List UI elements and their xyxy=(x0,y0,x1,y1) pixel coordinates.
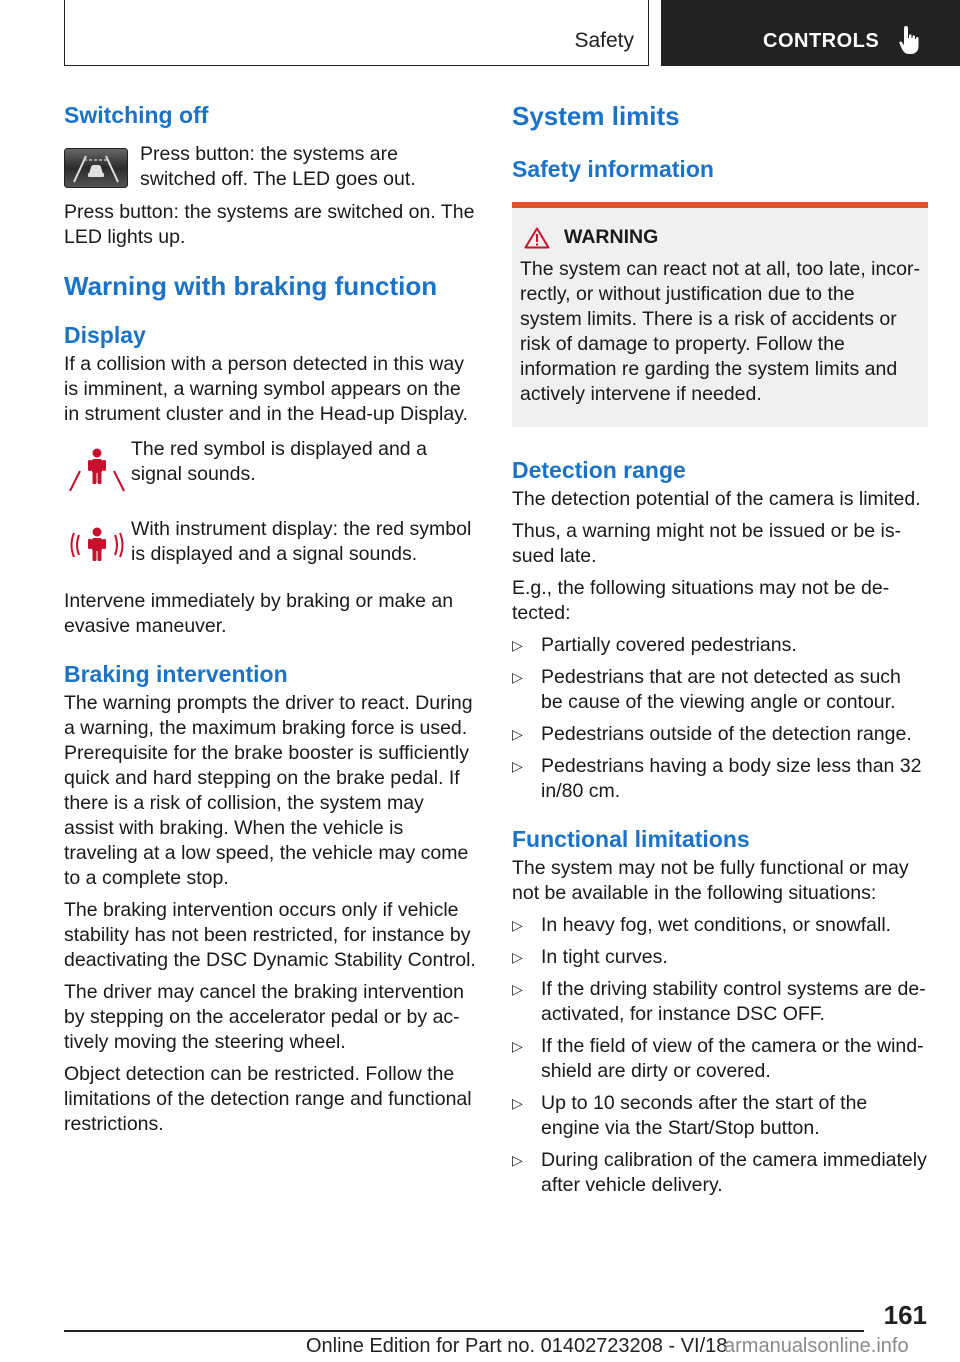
list-item: ▷ Pedestrians outside of the detection range. xyxy=(512,723,912,745)
detection-p1: The detection potential of the camera is limited. xyxy=(512,488,921,510)
braking-p1: The warning prompts the driver to react. During a warning, the maximum braking force is used. Prerequisite for the brake booster is sufficiently quick and hard stepping on the brake pedal. If there is a risk of collision, the system may assist with braking. When the vehicle is traveling at a low speed, the vehicle may come to a complete stop. xyxy=(64,692,473,889)
header-section-tab xyxy=(64,0,649,66)
list-item: ▷ Pedestrians having a body size less than 32 in/80 cm. xyxy=(512,755,922,802)
system-limits-heading: System limits xyxy=(512,101,680,131)
bullet-triangle-icon: ▷ xyxy=(512,758,523,774)
intervene-text: Intervene immediately by braking or make an evasive maneuver. xyxy=(64,590,454,637)
right-column xyxy=(512,100,928,1208)
bullet-triangle-icon: ▷ xyxy=(512,917,523,933)
detection-p3: E.g., the following situations may not be de tected: xyxy=(512,577,890,624)
list-item: ▷ Up to 10 seconds after the start of the engine via the Start/Stop button. xyxy=(512,1092,868,1139)
warning-text: The system can react not at all, too late, incor rectly, or without justification due to the system limits. There is a risk of accidents or risk of damage to property. Follow the information re garding the system limits and actively intervene if needed. xyxy=(520,258,920,405)
list-item: ▷ In tight curves. xyxy=(512,946,668,968)
bullet-triangle-icon: ▷ xyxy=(512,1038,523,1054)
page-number: 161 xyxy=(883,1300,927,1330)
left-column xyxy=(64,100,476,1144)
warning-box xyxy=(512,202,928,427)
bullet-triangle-icon: ▷ xyxy=(512,637,523,653)
list-item: ▷ Pedestrians that are not detected as such be cause of the viewing angle or contour. xyxy=(512,666,901,713)
list-item: ▷ In heavy fog, wet conditions, or snowfall. xyxy=(512,914,892,936)
pedestrian-warning-icon xyxy=(64,441,130,499)
chapter-title: CONTROLS xyxy=(763,30,880,52)
switch-on-text: Press button: the systems are switched on. The LED lights up. xyxy=(64,201,475,248)
switching-off-heading: Switching off xyxy=(64,102,209,128)
braking-p3: The driver may cancel the braking intervention by stepping on the accelerator pedal or by ac tively moving the steering wheel. xyxy=(64,981,464,1053)
bullet-triangle-icon: ▷ xyxy=(512,981,523,997)
section-title: Safety xyxy=(574,29,634,52)
bullet-triangle-icon: ▷ xyxy=(512,949,523,965)
safety-information-heading: Safety information xyxy=(512,156,714,182)
footer-divider xyxy=(64,1330,864,1332)
detection-p2: Thus, a warning might not be issued or be is sued late. xyxy=(512,520,902,567)
detection-range-heading: Detection range xyxy=(512,457,686,483)
warning-triangle-icon xyxy=(524,227,550,249)
edition-text: Online Edition for Part no. 01402723208 - VI/18 xyxy=(306,1335,728,1357)
braking-intervention-heading: Braking intervention xyxy=(64,661,288,687)
list-item: ▷ If the field of view of the camera or the wind shield are dirty or covered. xyxy=(512,1035,924,1082)
warning-title: WARNING xyxy=(564,226,659,248)
warning-braking-heading: Warning with braking function xyxy=(64,271,438,301)
list-item: ▷ During calibration of the camera immediately after vehicle delivery. xyxy=(512,1149,927,1196)
bullet-triangle-icon: ▷ xyxy=(512,726,523,742)
display-text: If a collision with a person detected in this way is imminent, a warning symbol appears on the in strument cluster and in the Head-up Display. xyxy=(64,353,468,425)
functional-list xyxy=(512,913,928,1198)
bullet-triangle-icon: ▷ xyxy=(512,1095,523,1111)
symbol2-text: With instrument display: the red symbol is displayed and a signal sounds. xyxy=(131,518,472,565)
pedestrian-signal-icon xyxy=(64,519,130,569)
list-item: ▷ Partially covered pedestrians. xyxy=(512,634,797,656)
driver-assist-button-icon xyxy=(64,148,128,188)
pointing-hand-icon xyxy=(897,24,923,56)
bullet-triangle-icon: ▷ xyxy=(512,1152,523,1168)
braking-p4: Object detection can be restricted. Follow the limitations of the detection range and functional restrictions. xyxy=(64,1063,472,1135)
symbol1-text: The red symbol is displayed and a signal sounds. xyxy=(131,438,427,485)
detection-list xyxy=(512,633,928,804)
bullet-triangle-icon: ▷ xyxy=(512,669,523,685)
header-chapter-tab xyxy=(661,0,960,66)
watermark: armanualsonline.info xyxy=(724,1335,909,1357)
display-heading: Display xyxy=(64,322,146,348)
list-item: ▷ If the driving stability control systems are de activated, for instance DSC OFF. xyxy=(512,978,926,1025)
switch-off-icon-text: Press button: the systems are switched off. The LED goes out. xyxy=(140,143,416,190)
functional-limitations-heading: Functional limitations xyxy=(512,826,750,852)
functional-p1: The system may not be fully functional or may not be available in the following situations: xyxy=(512,857,909,904)
braking-p2: The braking intervention occurs only if vehicle stability has not been restricted, for instance by deactivating the DSC Dynamic Stability Control. xyxy=(64,899,476,971)
